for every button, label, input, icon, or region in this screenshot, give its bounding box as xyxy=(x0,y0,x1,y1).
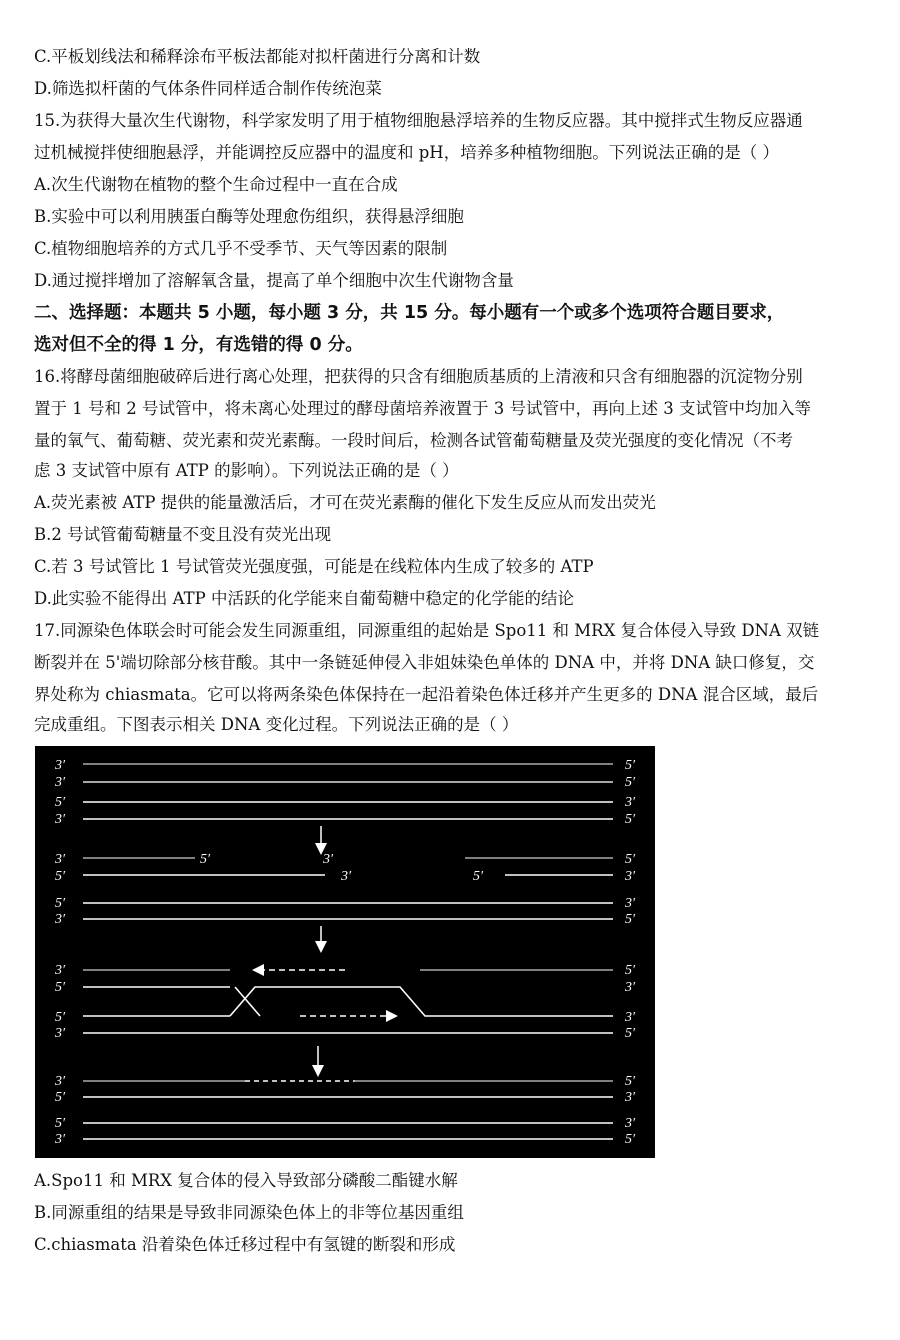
option-16b: B.2 号试管葡萄糖量不变且没有荧光出现 xyxy=(34,525,332,544)
option-15b: B.实验中可以利用胰蛋白酶等处理愈伤组织，获得悬浮细胞 xyxy=(34,207,464,226)
label-5prime: 5′ xyxy=(55,980,66,995)
label-3prime: 3′ xyxy=(55,1132,66,1147)
dna-diagram-svg xyxy=(35,746,655,1158)
stage-2-strands xyxy=(83,858,613,919)
option-15a: A.次生代谢物在植物的整个生命过程中一直在合成 xyxy=(34,175,398,194)
label-5prime: 5′ xyxy=(625,758,636,773)
option-14c: C.平板划线法和稀释涂布平板法都能对拟杆菌进行分离和计数 xyxy=(34,47,481,66)
question-17-stem-2: 断裂并在 5'端切除部分核苷酸。其中一条链延伸侵入非姐妹染色单体的 DNA 中，并将 DNA 缺口修复，交 xyxy=(34,653,815,672)
label-3prime: 3′ xyxy=(55,963,66,978)
label-5prime: 5′ xyxy=(625,1074,636,1089)
label-3prime: 3′ xyxy=(55,1026,66,1041)
label-3prime: 3′ xyxy=(625,795,636,810)
question-17-stem-3: 界处称为 chiasmata。它可以将两条染色体保持在一起沿着染色体迁移并产生更多的 DNA 混合区域，最后 xyxy=(34,685,819,704)
strand-end-labels xyxy=(54,758,636,1147)
question-16-stem-1: 16.将酵母菌细胞破碎后进行离心处理，把获得的只含有细胞质基质的上清液和只含有细胞器的沉淀物分别 xyxy=(34,367,803,386)
question-16-stem-3: 量的氧气、葡萄糖、荧光素和荧光素酶。一段时间后，检测各试管葡萄糖量及荧光强度的变化情况（不考 xyxy=(34,431,793,450)
question-15-stem-2: 过机械搅拌使细胞悬浮，并能调控反应器中的温度和 pH，培养多种植物细胞。下列说法正确的是（ ） xyxy=(34,143,779,162)
label-3prime: 3′ xyxy=(341,869,352,884)
label-5prime: 5′ xyxy=(200,852,211,867)
label-5prime: 5′ xyxy=(625,912,636,927)
stage-3-strands xyxy=(83,970,613,1033)
question-16-stem-4: 虑 3 支试管中原有 ATP 的影响）。下列说法正确的是（ ） xyxy=(34,461,459,480)
label-5prime: 5′ xyxy=(625,812,636,827)
label-5prime: 5′ xyxy=(55,896,66,911)
option-15d: D.通过搅拌增加了溶解氧含量，提高了单个细胞中次生代谢物含量 xyxy=(34,271,514,290)
label-3prime: 3′ xyxy=(625,1010,636,1025)
question-17-stem-1: 17.同源染色体联会时可能会发生同源重组，同源重组的起始是 Spo11 和 MRX 复合体侵入导致 DNA 双链 xyxy=(34,621,820,640)
label-5prime: 5′ xyxy=(625,775,636,790)
label-3prime: 3′ xyxy=(55,758,66,773)
section-2-heading-1: 二、选择题：本题共 5 小题，每小题 3 分，共 15 分。每小题有一个或多个选项符合题目要求， xyxy=(34,303,785,323)
label-3prime: 3′ xyxy=(625,869,636,884)
question-16-stem-2: 置于 1 号和 2 号试管中，将未离心处理过的酵母菌培养液置于 3 号试管中，再向上述 3 支试管中均加入等 xyxy=(34,399,811,418)
label-3prime: 3′ xyxy=(55,1074,66,1089)
label-5prime: 5′ xyxy=(55,869,66,884)
label-5prime: 5′ xyxy=(625,1132,636,1147)
label-3prime: 3′ xyxy=(55,812,66,827)
label-3prime: 3′ xyxy=(625,1090,636,1105)
label-3prime: 3′ xyxy=(55,912,66,927)
option-16c: C.若 3 号试管比 1 号试管荧光强度强，可能是在线粒体内生成了较多的 ATP xyxy=(34,557,594,576)
label-5prime: 5′ xyxy=(55,1090,66,1105)
label-3prime: 3′ xyxy=(323,852,334,867)
label-3prime: 3′ xyxy=(625,896,636,911)
label-5prime: 5′ xyxy=(55,1010,66,1025)
option-17a: A.Spo11 和 MRX 复合体的侵入导致部分磷酸二酯键水解 xyxy=(34,1171,458,1190)
label-5prime: 5′ xyxy=(55,1116,66,1131)
option-16a: A.荧光素被 ATP 提供的能量激活后，才可在荧光素酶的催化下发生反应从而发出荧光 xyxy=(34,493,656,512)
option-17b: B.同源重组的结果是导致非同源染色体上的非等位基因重组 xyxy=(34,1203,464,1222)
option-16d: D.此实验不能得出 ATP 中活跃的化学能来自葡萄糖中稳定的化学能的结论 xyxy=(34,589,574,608)
option-17c: C.chiasmata 沿着染色体迁移过程中有氢键的断裂和形成 xyxy=(34,1235,456,1254)
label-3prime: 3′ xyxy=(625,980,636,995)
label-5prime: 5′ xyxy=(473,869,484,884)
label-3prime: 3′ xyxy=(625,1116,636,1131)
option-15c: C.植物细胞培养的方式几乎不受季节、天气等因素的限制 xyxy=(34,239,448,258)
dna-recombination-diagram xyxy=(35,746,655,1158)
question-17-stem-4: 完成重组。下图表示相关 DNA 变化过程。下列说法正确的是（ ） xyxy=(34,715,519,734)
stage-1-strands xyxy=(83,764,613,819)
section-2-heading-2: 选对但不全的得 1 分，有选错的得 0 分。 xyxy=(34,335,363,355)
stage-4-strands xyxy=(83,1081,613,1139)
option-14d: D.筛选拟杆菌的气体条件同样适合制作传统泡菜 xyxy=(34,79,382,98)
label-3prime: 3′ xyxy=(55,775,66,790)
label-5prime: 5′ xyxy=(625,852,636,867)
question-15-stem-1: 15.为获得大量次生代谢物，科学家发明了用于植物细胞悬浮培养的生物反应器。其中搅拌式生物反应器通 xyxy=(34,111,803,130)
label-5prime: 5′ xyxy=(55,795,66,810)
label-5prime: 5′ xyxy=(625,963,636,978)
label-5prime: 5′ xyxy=(625,1026,636,1041)
label-3prime: 3′ xyxy=(55,852,66,867)
